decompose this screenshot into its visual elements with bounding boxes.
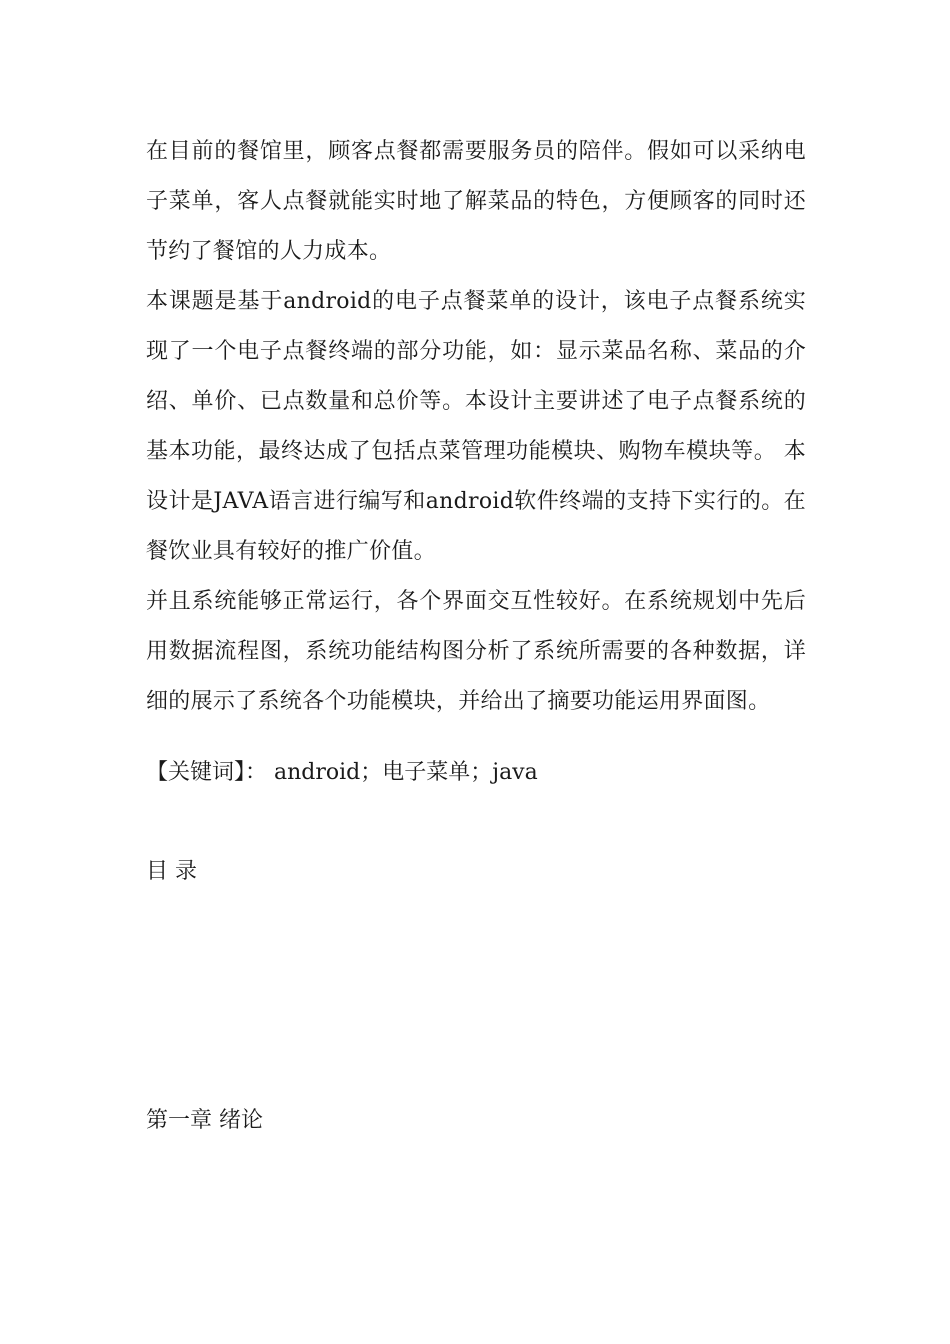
toc-heading: 目 录 bbox=[146, 859, 197, 884]
keywords-line: 【关键词】： android；电子菜单；java bbox=[146, 760, 538, 785]
abstract-body bbox=[146, 127, 806, 727]
chapter-heading: 第一章 绪论 bbox=[146, 1108, 263, 1133]
abstract-paragraph-1: 在目前的餐馆里，顾客点餐都需要服务员的陪伴。假如可以采纳电子菜单，客人点餐就能实时地了解菜品的特色，方便顾客的同时还节约了餐馆的人力成本。 bbox=[146, 139, 806, 264]
abstract-paragraph-2: 本课题是基于android的电子点餐菜单的设计，该电子点餐系统实现了一个电子点餐终端的部分功能，如：显示菜品名称、菜品的介绍、单价、已点数量和总价等。本设计主要讲述了电子点餐系统的基本功能，最终达成了包括点菜管理功能模块、购物车模块等。 本设计是JAVA语言进行编写和android软件终端的支持下实行的。在餐饮业具有较好的推广价值。 bbox=[146, 289, 806, 564]
abstract-paragraph-3: 并且系统能够正常运行，各个界面交互性较好。在系统规划中先后用数据流程图，系统功能结构图分析了系统所需要的各种数据，详细的展示了系统各个功能模块，并给出了摘要功能运用界面图。 bbox=[146, 589, 806, 714]
